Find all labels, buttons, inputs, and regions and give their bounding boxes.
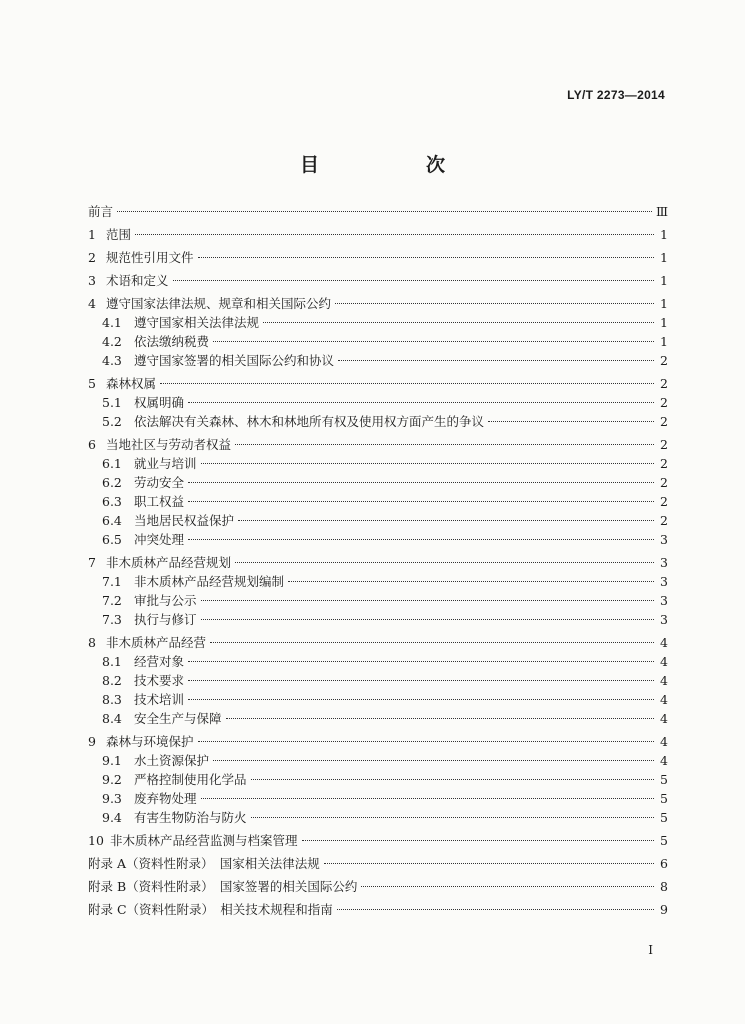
toc-entry[interactable] [88, 553, 668, 572]
toc-entry-page: 5 [660, 810, 668, 825]
toc-entry[interactable] [88, 591, 668, 610]
dot-leader [251, 817, 654, 818]
dot-leader [201, 463, 654, 464]
dot-leader [160, 383, 654, 384]
toc-entry[interactable] [88, 572, 668, 591]
dot-leader [201, 600, 654, 601]
toc-entry[interactable] [88, 492, 668, 511]
toc-entry-number: 7.1 [102, 574, 122, 589]
toc-entry[interactable] [88, 900, 668, 919]
dot-leader [288, 581, 654, 582]
toc-entry-page: 9 [660, 902, 668, 917]
toc-entry-page: 1 [660, 315, 668, 330]
toc-entry-page: 3 [660, 574, 668, 589]
toc-entry-title: 经营对象 [134, 654, 185, 669]
toc-entry-page: 4 [660, 673, 668, 688]
toc-entry-title: 执行与修订 [134, 612, 197, 627]
toc-entry-title: 废弃物处理 [134, 791, 197, 806]
toc-entry-page: 2 [660, 376, 668, 391]
toc-entry-page: 5 [660, 791, 668, 806]
toc-entry-number: 10 [88, 833, 104, 848]
toc-entry[interactable] [88, 393, 668, 412]
toc-entry[interactable] [88, 751, 668, 770]
dot-leader [213, 760, 654, 761]
toc-entry-number: 6 [88, 437, 96, 452]
toc-entry[interactable] [88, 313, 668, 332]
toc-entry-page: 4 [660, 753, 668, 768]
toc-entry-page: 4 [660, 734, 668, 749]
toc-entry-title: 当地居民权益保护 [134, 513, 235, 528]
toc-entry-page: 3 [660, 555, 668, 570]
toc-entry-page: 2 [660, 475, 668, 490]
toc-entry[interactable] [88, 690, 668, 709]
dot-leader [117, 211, 652, 212]
toc-entry-title: 安全生产与保障 [134, 711, 222, 726]
toc-entry-page: 2 [660, 395, 668, 410]
toc-entry-title: 职工权益 [134, 494, 185, 509]
toc-entry-title: 前言 [88, 204, 114, 219]
dot-leader [201, 619, 654, 620]
toc-entry[interactable] [88, 530, 668, 549]
dot-leader [335, 303, 654, 304]
dot-leader [226, 718, 654, 719]
toc-entry-title: 审批与公示 [134, 593, 197, 608]
dot-leader [188, 699, 654, 700]
toc-entry-number: 5 [88, 376, 96, 391]
dot-leader [238, 520, 654, 521]
toc-entry[interactable] [88, 454, 668, 473]
toc-entry-page: 8 [660, 879, 668, 894]
toc-entry[interactable] [88, 473, 668, 492]
toc-entry-page: 2 [660, 353, 668, 368]
dot-leader [263, 322, 654, 323]
toc-entry-page: 1 [660, 227, 668, 242]
dot-leader [188, 482, 654, 483]
toc-entry-title: 水土资源保护 [134, 753, 210, 768]
toc-entry-number: 3 [88, 273, 96, 288]
toc-entry-page: 1 [660, 273, 668, 288]
toc-entry[interactable] [88, 294, 668, 313]
toc-entry-number: 4.3 [102, 353, 122, 368]
toc-entry-number: 6.1 [102, 456, 122, 471]
toc-entry-number: 9 [88, 734, 96, 749]
toc-entry-page: 2 [660, 456, 668, 471]
toc-entry-title: 森林与环境保护 [106, 734, 194, 749]
toc-entry-number: 8.1 [102, 654, 122, 669]
dot-leader [198, 257, 654, 258]
toc-entry-page: 1 [660, 334, 668, 349]
dot-leader [188, 661, 654, 662]
toc-entry-number: 9.4 [102, 810, 122, 825]
toc-entry-title: 非木质林产品经营规划编制 [134, 574, 285, 589]
toc-entry-page: 4 [660, 711, 668, 726]
toc-entry[interactable] [88, 412, 668, 431]
toc-entry-number: 8.3 [102, 692, 122, 707]
toc-entry-title: 当地社区与劳动者权益 [106, 437, 232, 452]
toc-entry[interactable] [88, 854, 668, 873]
dot-leader [188, 680, 654, 681]
dot-leader [198, 741, 654, 742]
toc-entry-number: 7.2 [102, 593, 122, 608]
toc-entry[interactable] [88, 202, 668, 221]
toc-entry-title: 遵守国家法律法规、规章和相关国际公约 [106, 296, 332, 311]
toc-entry[interactable] [88, 374, 668, 393]
toc-entry-page: 5 [660, 772, 668, 787]
toc-entry[interactable] [88, 732, 668, 751]
toc-entry-number: 6.2 [102, 475, 122, 490]
table-of-contents [88, 202, 668, 919]
toc-entry[interactable] [88, 248, 668, 267]
toc-entry-title: 附录 B（资料性附录） 国家签署的相关国际公约 [88, 879, 358, 894]
toc-entry[interactable] [88, 435, 668, 454]
toc-entry-number: 7.3 [102, 612, 122, 627]
dot-leader [188, 501, 654, 502]
toc-entry-title: 术语和定义 [106, 273, 169, 288]
toc-entry-number: 9.1 [102, 753, 122, 768]
toc-entry-number: 6.3 [102, 494, 122, 509]
toc-entry-title: 规范性引用文件 [106, 250, 194, 265]
toc-entry-title: 依法缴纳税费 [134, 334, 210, 349]
dot-leader [338, 360, 654, 361]
standard-code: LY/T 2273—2014 [567, 88, 665, 102]
toc-entry-page: 4 [660, 654, 668, 669]
toc-entry[interactable] [88, 709, 668, 728]
toc-entry-page: 2 [660, 513, 668, 528]
dot-leader [210, 642, 654, 643]
toc-entry[interactable] [88, 831, 668, 850]
toc-entry-number: 8.4 [102, 711, 122, 726]
toc-entry-title: 遵守国家签署的相关国际公约和协议 [134, 353, 335, 368]
toc-entry-title: 附录 A（资料性附录） 国家相关法律法规 [88, 856, 320, 871]
toc-entry-number: 4.1 [102, 315, 122, 330]
dot-leader [324, 863, 654, 864]
dot-leader [188, 539, 654, 540]
toc-entry[interactable] [88, 351, 668, 370]
toc-entry[interactable] [88, 789, 668, 808]
toc-entry-number: 1 [88, 227, 96, 242]
toc-entry-number: 7 [88, 555, 96, 570]
toc-entry[interactable] [88, 877, 668, 896]
toc-entry-title: 森林权属 [106, 376, 157, 391]
toc-entry-title: 冲突处理 [134, 532, 185, 547]
toc-entry-title: 非木质林产品经营监测与档案管理 [110, 833, 298, 848]
toc-entry[interactable] [88, 652, 668, 671]
toc-entry-title: 劳动安全 [134, 475, 185, 490]
toc-entry-number: 6.5 [102, 532, 122, 547]
toc-entry-number: 5.2 [102, 414, 122, 429]
dot-leader [188, 402, 654, 403]
toc-entry-title: 附录 C（资料性附录） 相关技术规程和指南 [88, 902, 333, 917]
dot-leader [361, 886, 654, 887]
page-number: Ⅰ [648, 943, 653, 957]
dot-leader [235, 444, 654, 445]
toc-entry-page: 4 [660, 692, 668, 707]
toc-entry-number: 9.2 [102, 772, 122, 787]
toc-entry[interactable] [88, 610, 668, 629]
toc-entry-page: 3 [660, 612, 668, 627]
toc-entry[interactable] [88, 770, 668, 789]
toc-entry[interactable] [88, 671, 668, 690]
dot-leader [235, 562, 654, 563]
dot-leader [302, 840, 654, 841]
toc-entry-number: 6.4 [102, 513, 122, 528]
toc-entry-page: 6 [660, 856, 668, 871]
toc-entry-title: 技术要求 [134, 673, 185, 688]
toc-entry-page: 4 [660, 635, 668, 650]
dot-leader [337, 909, 654, 910]
toc-entry-page: 2 [660, 414, 668, 429]
toc-entry-page: 3 [660, 532, 668, 547]
toc-entry[interactable] [88, 332, 668, 351]
toc-entry[interactable] [88, 271, 668, 290]
toc-entry-title: 范围 [106, 227, 132, 242]
toc-entry-page: 5 [660, 833, 668, 848]
toc-entry-page: Ⅲ [655, 204, 668, 219]
toc-entry-number: 8 [88, 635, 96, 650]
toc-entry-number: 4 [88, 296, 96, 311]
toc-entry-title: 依法解决有关森林、林木和林地所有权及使用权方面产生的争议 [134, 414, 485, 429]
toc-entry-page: 1 [660, 250, 668, 265]
toc-entry-page: 1 [660, 296, 668, 311]
toc-entry[interactable] [88, 808, 668, 827]
dot-leader [251, 779, 654, 780]
toc-entry-title: 非木质林产品经营 [106, 635, 207, 650]
dot-leader [135, 234, 654, 235]
dot-leader [201, 798, 654, 799]
toc-entry-number: 4.2 [102, 334, 122, 349]
toc-entry-title: 遵守国家相关法律法规 [134, 315, 260, 330]
toc-entry-page: 2 [660, 437, 668, 452]
toc-entry[interactable] [88, 633, 668, 652]
toc-entry-number: 9.3 [102, 791, 122, 806]
toc-entry-number: 5.1 [102, 395, 122, 410]
toc-entry[interactable] [88, 225, 668, 244]
toc-entry-title: 权属明确 [134, 395, 185, 410]
toc-entry-title: 就业与培训 [134, 456, 197, 471]
toc-entry-title: 技术培训 [134, 692, 185, 707]
dot-leader [213, 341, 654, 342]
toc-entry-page: 3 [660, 593, 668, 608]
toc-entry[interactable] [88, 511, 668, 530]
toc-entry-page: 2 [660, 494, 668, 509]
toc-entry-title: 有害生物防治与防火 [134, 810, 247, 825]
toc-entry-title: 非木质林产品经营规划 [106, 555, 232, 570]
toc-entry-number: 2 [88, 250, 96, 265]
toc-entry-number: 8.2 [102, 673, 122, 688]
page-title: 目 次 [299, 154, 489, 176]
dot-leader [488, 421, 654, 422]
toc-entry-title: 严格控制使用化学品 [134, 772, 247, 787]
dot-leader [173, 280, 654, 281]
